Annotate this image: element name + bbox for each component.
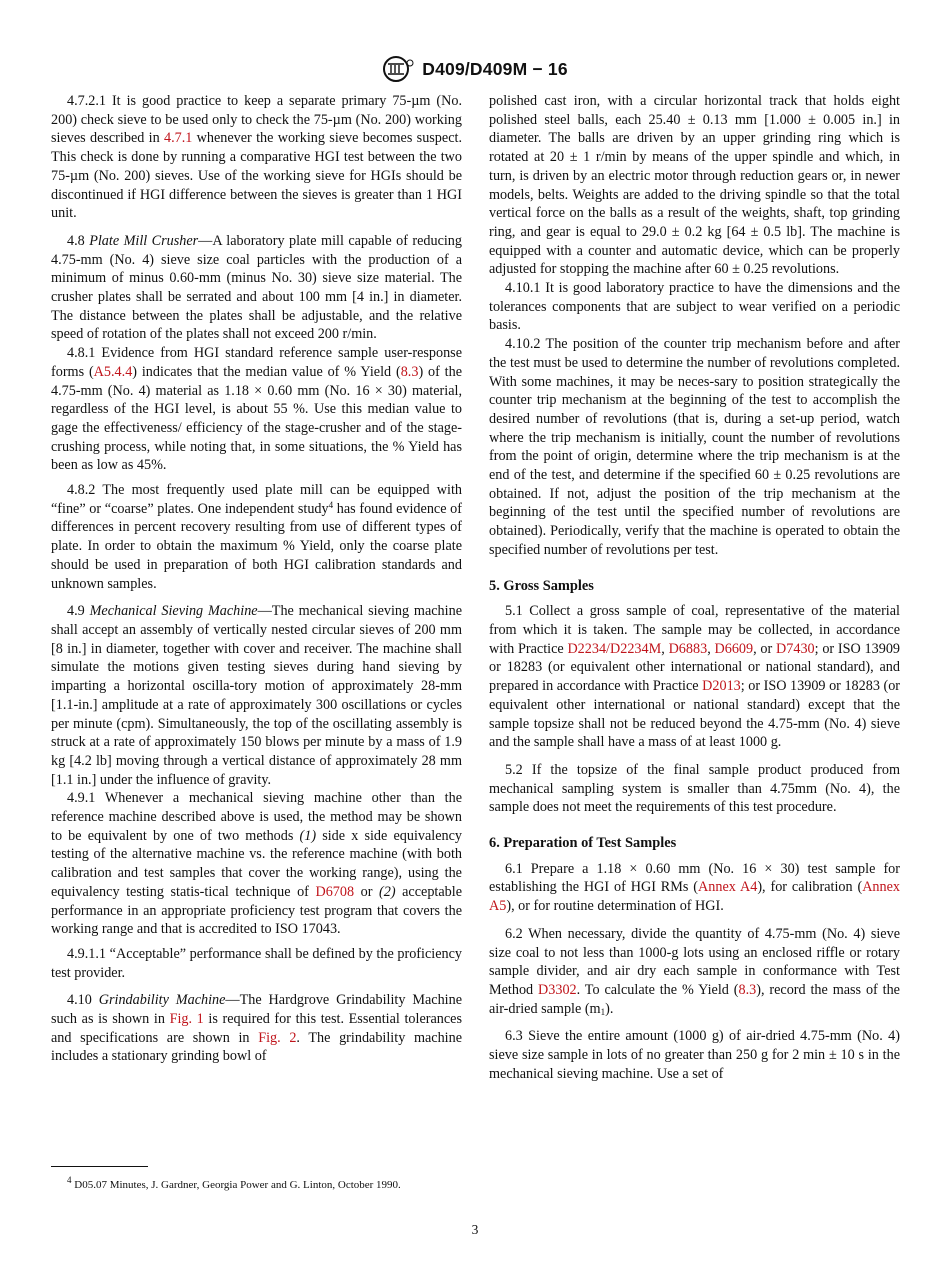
section-heading-preparation: 6. Preparation of Test Samples — [489, 835, 677, 852]
paragraph-6-2: 6.2 When necessary, divide the quantity of 4.75-mm (No. 4) sieve size coal to not less than 1000-g lots using an enclosed riffle or rotary sample divider, and air dry each sample in conformance with Test Method D3302. To calculate the % Yield (8.3), record the mass of the air-dried sample $(m_1)$. — [489, 925, 900, 1017]
left-column — [51, 92, 462, 1066]
reference-link[interactable]: D6883 — [668, 640, 708, 657]
paragraph-4-8-1: 4.8.1 Evidence from HGI standard reference sample user-response forms (A5.4.4) indicates that the median value of % Yield (8.3) of the 4.75-mm (No. 4) material as 1.18 × 0.60 mm (No. 16 × 30) material, regardless of the HGI level, is about 55 %. Use this median value to gage the effectiveness/ efficiency of the stage-crusher and of the stage-crushing process, while noting that, in some situations, the % Yield has been as low as 45%. — [51, 345, 462, 474]
document-id: D409/D409M − 16 — [422, 58, 568, 79]
paragraph-4-9-1-1: 4.9.1.1 “Acceptable” performance shall be defined by the proficiency test provider. — [51, 945, 462, 981]
paragraph-6-3: 6.3 Sieve the entire amount (1000 g) of air-dried 4.75-mm (No. 4) sieve size sample in lots of no greater than 250 g for 2 min ± 10 s in the mechanical sieving machine. Use a set of — [489, 1028, 900, 1082]
reference-link[interactable]: A5.4.4 — [93, 363, 133, 380]
footnote-divider — [51, 1166, 148, 1167]
paragraph-4-10-continued: polished cast iron, with a circular horizontal track that holds eight polished steel balls, each 25.40 ± 0.13 mm [1.000 ± 0.005 in.] in diameter. The balls are driven by an upper grinding ring which is rotated at 20 ± 1 r/min by means of the upper spindle and which, in turn, is driven by an electric motor through reduction gears or, in newer models, belts. Weights are added to the driving spindle so that the total vertical force on the balls as a result of the weights, shaft, top grinding ring, and gear is equal to 29.0 ± 0.2 kg [64 ± 0.5 lb]. The machine is equipped with a counter and automatic device, which can be properly adjusted for stopping the machine after 60 ± 0.25 revolutions. — [489, 93, 900, 278]
paragraph-6-1: 6.1 Prepare a 1.18 × 0.60 mm (No. 16 × 30) test sample for establishing the HGI of HGI RMs (Annex A4), for calibration (Annex A5), or for routine determination of HGI. — [489, 860, 901, 915]
paragraph-4-10-2: 4.10.2 The position of the counter trip mechanism before and after the test must be used to determine the number of revolutions completed. With some machines, it may be neces-sary to position strategically the counter trip mechanism at the beginning of the test to accomplish the desired number of revolutions (that is, during a set-up period, watch where the trip mechanism is initially, count the number of revolutions from the point of origin, determine where the trip mechanism is at the end of the test, and determine if the specified 60 ± 0.25 revolutions are obtained. If not, adjust the position of the trip mechanism at the beginning of the test until the specified number of revolutions are obtained). Periodically, verify that the machine is operated to obtain the specified number of revolutions per test. — [489, 336, 900, 558]
paragraph-4-10-1: 4.10.1 It is good laboratory practice to have the dimensions and the tolerances components that are subject to wear verified on a periodic basis. — [489, 280, 900, 334]
subsection-title: Plate Mill Crusher — [89, 232, 199, 249]
subsection-title: Grindability Machine — [98, 992, 226, 1009]
reference-link[interactable]: D6609 — [714, 640, 754, 657]
astm-logo-icon — [382, 55, 416, 83]
reference-link[interactable]: D6708 — [315, 883, 355, 900]
section-heading-gross-samples: 5. Gross Samples — [489, 577, 594, 594]
page-number: 3 — [471, 1222, 479, 1237]
reference-link[interactable]: D3302 — [538, 981, 577, 998]
paragraph-4-9: 4.9 Mechanical Sieving Machine—The mechanical sieving machine shall accept an assembly of vertically nested circular sieves of 200 mm [8 in.] in diameter, together with cover and receiver. The machine shall simulate the motions given testing sieves during hand sieving by imparting a horizontal oscilla-tory motion of approximately 28-mm [1.1-in.] amplitude at a rate of approximately 300 oscillations or cycles per minute (cpm). Simultaneously, the top of the oscillating assembly is struck at a rate of approximately 150 blows per minute by a mass of 1.9 kg [4.2 lb] moving through a vertical distance of approximately 28 mm [1.1 in.] under the influence of gravity. — [51, 603, 462, 788]
reference-link[interactable]: D2013 — [702, 678, 741, 695]
paragraph-4-9-1: 4.9.1 Whenever a mechanical sieving machine other than the reference machine described above is used, the method may be shown to be equivalent by one of two methods (1) side x side equivalency testing of the alternative machine vs. the reference machine (with both calibration and test samples that cover the working range), using the equivalency testing statis-tical technique of D6708 or (2) acceptable performance in an appropriate proficiency test program that covers the working range and that is accredited to ISO 17043. — [51, 790, 462, 938]
page-header — [0, 55, 950, 83]
footnote-marker[interactable]: 4 — [328, 499, 334, 510]
reference-link[interactable]: 4.7.1 — [163, 130, 193, 147]
reference-link[interactable]: 8.3 — [738, 981, 757, 998]
paragraph-4-8-2: 4.8.2 The most frequently used plate mill can be equipped with “fine” or “coarse” plates. One independent study$^4$ has found evidence of differences in percent recovery resulting from use of different types of plate. In order to obtain the maximum % Yield, only the coarse plate should be used in preparation of both HGI calibration standards and unknown samples. — [51, 482, 462, 592]
footnote: $^4$ D05.07 Minutes, J. Gardner, Georgia Power and G. Linton, October 1990. — [67, 1175, 401, 1191]
paragraph-4-7-2-1: 4.7.2.1 It is good practice to keep a separate primary 75-µm (No. 200) check sieve to be used only to check the 75-µm (No. 200) working sieves described in 4.7.1 whenever the working sieve becomes suspect. This check is done by running a comparative HGI test between the two 75-µm (No. 200) sieves. Use of the working sieve for HGIs should be discontinued if HGI difference between the sieves is greater than 1 HGI unit. — [51, 93, 462, 222]
reference-link[interactable]: D2234/D2234M — [567, 640, 662, 657]
figure-link[interactable]: Fig. 1 — [169, 1011, 204, 1028]
annex-link[interactable]: Annex A4 — [698, 879, 758, 896]
annex-link[interactable]: Annex A5 — [489, 879, 901, 915]
paragraph-4-10: 4.10 Grindability Machine—The Hardgrove Grindability Machine such as is shown in Fig. 1 is required for this test. Essential tolerances and specifications are shown in Fig. 2. The grindability machine includes a stationary grinding bowl of — [51, 992, 462, 1065]
paragraph-5-2: 5.2 If the topsize of the final sample product produced from mechanical sampling system is smaller than 4.75mm (No. 4), the sample does not meet the requirements of this test procedure. — [489, 761, 900, 816]
paragraph-4-8: 4.8 Plate Mill Crusher—A laboratory plate mill capable of reducing 4.75-mm (No. 4) sieve size coal particles with the production of a minimum of minus 0.60-mm (minus No. 30) sieve size material. The crusher plates shall be serrated and about 100 mm [4 in.] in diameter. The distance between the plates shall be adjustable, and the relative speed of rotation of the plates shall not exceed 200 r/min. — [51, 232, 462, 343]
figure-link[interactable]: Fig. 2 — [258, 1029, 297, 1046]
paragraph-5-1: 5.1 Collect a gross sample of coal, representative of the material from which it is taken. The sample may be collected, in accordance with Practice D2234/D2234M, D6883, D6609, or D7430; or ISO 13909 or 18283 (or equivalent other international or national standard), and prepared in accordance with Practice D2013; or ISO 13909 or 18283 (or equivalent other international or national standard) except that the sample topsize shall not be reduced beyond the 4.75-mm (No. 4) sieve and the sample shall have a mass of at least 1000 g. — [489, 603, 901, 751]
reference-link[interactable]: D7430 — [776, 640, 815, 657]
right-column — [489, 92, 900, 1083]
reference-link[interactable]: 8.3 — [400, 363, 419, 380]
subsection-title: Mechanical Sieving Machine — [89, 603, 258, 620]
